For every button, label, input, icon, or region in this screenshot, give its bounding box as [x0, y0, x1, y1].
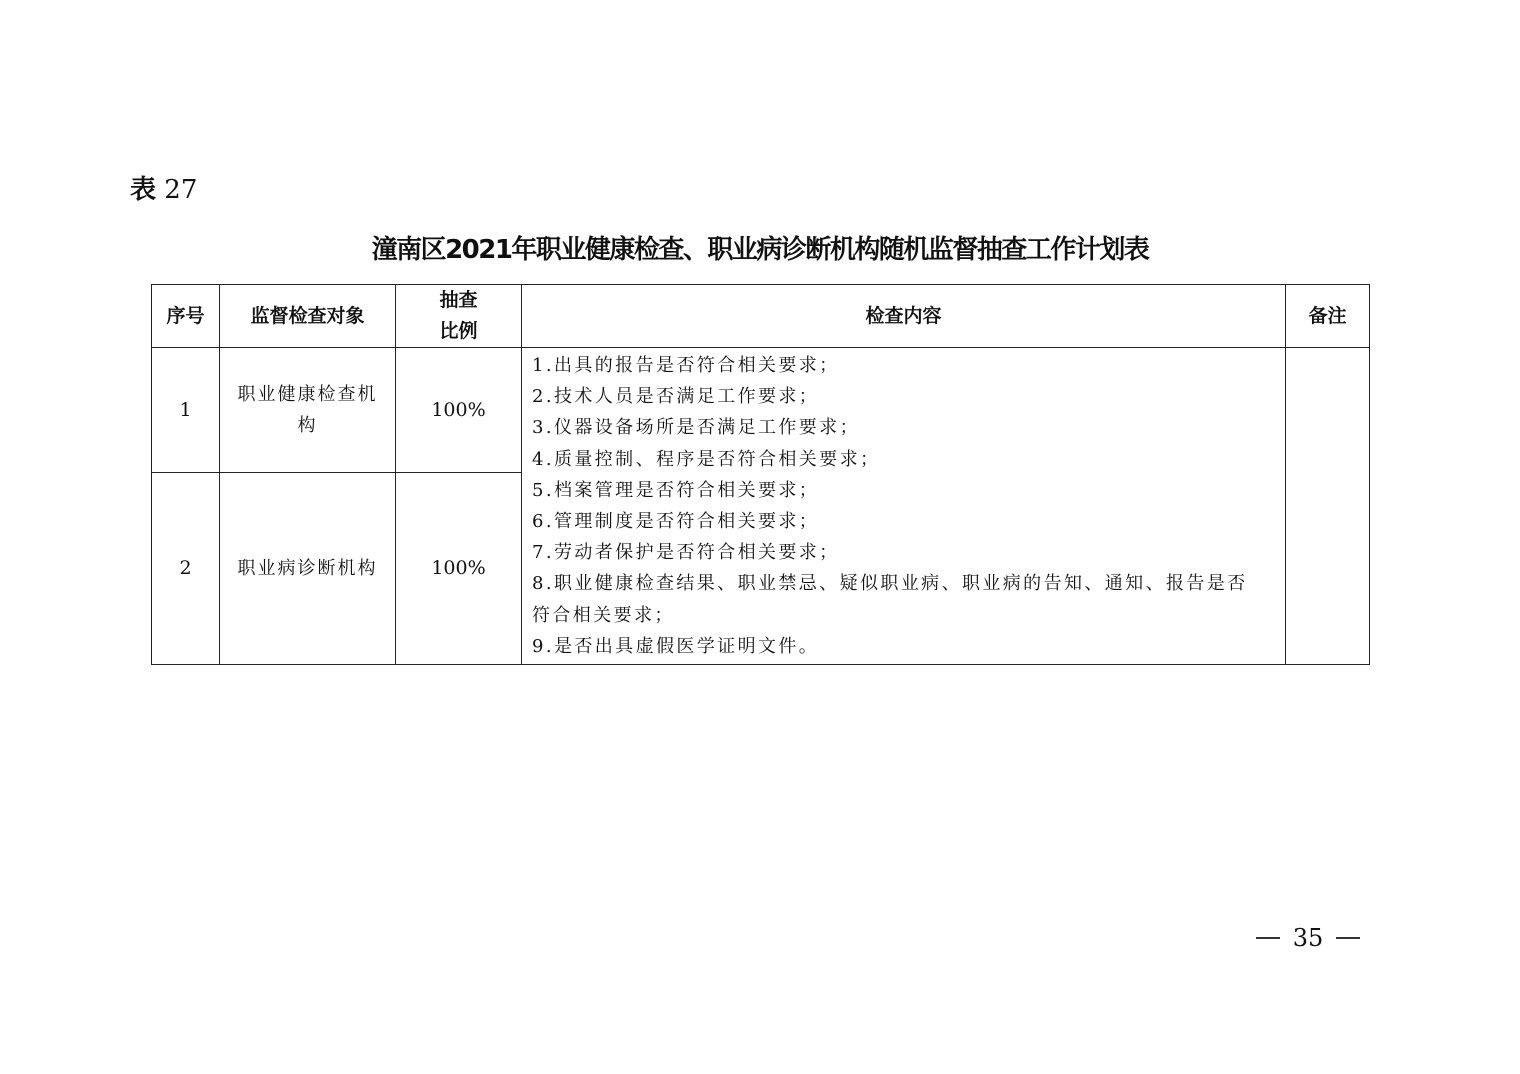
table-row — [152, 348, 1370, 473]
inspection-plan-table — [151, 284, 1370, 665]
content-item-9: 9.是否出具虚假医学证明文件。 — [532, 635, 820, 657]
content-item-4: 4.质量控制、程序是否符合相关要求； — [532, 448, 881, 470]
row-1-index: 1 — [152, 348, 220, 473]
content-item-7: 7.劳动者保护是否符合相关要求； — [532, 542, 840, 564]
header-ratio — [396, 285, 522, 348]
page-number-left-dash — [1256, 937, 1280, 939]
header-content: 检查内容 — [522, 285, 1286, 348]
page-number — [1256, 920, 1360, 956]
content-item-1: 1.出具的报告是否符合相关要求； — [532, 355, 840, 376]
content-item-3: 3.仪器设备场所是否满足工作要求； — [532, 417, 860, 439]
header-ratio-line2: 比例 — [439, 320, 478, 342]
page-number-value: 35 — [1292, 924, 1324, 952]
row-1-target-line1: 职业健康检查机 — [237, 384, 378, 406]
row-1-target — [220, 348, 396, 473]
header-ratio-line1: 抽查 — [439, 289, 478, 311]
row-1-target-line2: 构 — [297, 415, 318, 437]
content-item-2: 2.技术人员是否满足工作要求； — [532, 386, 820, 408]
row-2-index: 2 — [152, 473, 220, 665]
content-item-5: 5.档案管理是否符合相关要求； — [532, 479, 820, 501]
table-label-prefix: 表 — [130, 175, 157, 205]
row-1-ratio: 100% — [396, 348, 522, 473]
table-header-row — [152, 285, 1370, 348]
header-index: 序号 — [152, 285, 220, 348]
page-number-right-dash — [1336, 937, 1360, 939]
remarks-cell — [1286, 348, 1370, 665]
table-label — [130, 172, 197, 208]
document-title: 潼南区2021年职业健康检查、职业病诊断机构随机监督抽查工作计划表 — [371, 235, 1149, 265]
header-remarks: 备注 — [1286, 285, 1370, 348]
row-2-target: 职业病诊断机构 — [220, 473, 396, 665]
header-target: 监督检查对象 — [220, 285, 396, 348]
content-item-8-continued: 符合相关要求； — [532, 604, 675, 626]
inspection-content-cell — [522, 348, 1286, 665]
row-2-ratio: 100% — [396, 473, 522, 665]
content-item-8: 8.职业健康检查结果、职业禁忌、疑似职业病、职业病的告知、通知、报告是否 — [532, 573, 1248, 595]
content-item-6: 6.管理制度是否符合相关要求； — [532, 511, 820, 533]
table-label-number: 27 — [164, 175, 198, 205]
